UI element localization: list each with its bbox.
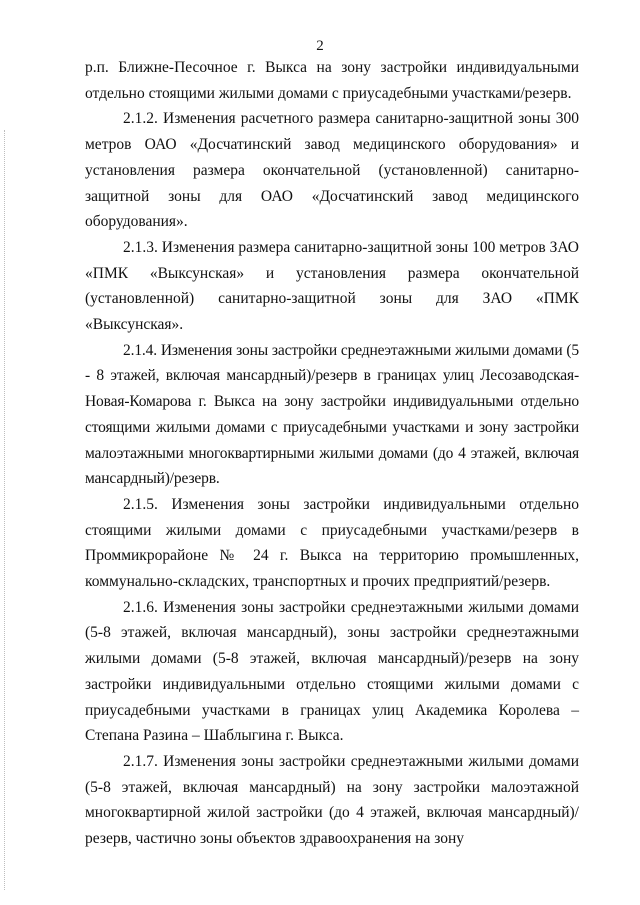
paragraph-2-1-6: 2.1.6. Изменения зоны застройки среднеэтажными жилыми домами (5-8 этажей, включая мансардный), зоны застройки среднеэтажными жилыми домами (5-8 этажей, включая мансардный)/резерв на зону застройки индивидуальными отдельно стоящими жилыми домами с приусадебными участками в границах улиц Академика Королева – Степана Разина – Шаблыгина г. Выкса. [85,598,579,745]
scan-edge-marks [4,130,7,890]
paragraph-continuation: р.п. Ближне-Песочное г. Выкса на зону застройки индивидуальными отдельно стоящими жилыми домами с приусадебными участками/резерв. [85,59,579,102]
document-body [85,55,579,852]
paragraph-2-1-5: 2.1.5. Изменения зоны застройки индивидуальными отдельно стоящими жилыми домами с приусадебными участками/резерв в Проммикрорайоне № 24 г. Выкса на территорию промышленных, коммунально-складских, транспортных и прочих предприятий/резерв. [85,495,579,591]
paragraph-2-1-2: 2.1.2. Изменения расчетного размера санитарно-защитной зоны 300 метров ОАО «Досчатинский завод медицинского оборудования» и установления размера окончательной (установленной) санитарно-защитной зоны для ОАО «Досчатинский завод медицинского оборудования». [85,110,579,231]
paragraph-2-1-7: 2.1.7. Изменения зоны застройки среднеэтажными жилыми домами (5-8 этажей, включая мансардный) на зону застройки малоэтажной многоквартирной жилой застройки (до 4 этажей, включая мансардный)/резерв, частично зоны объектов здравоохранения на зону [85,752,579,848]
paragraph-2-1-4: 2.1.4. Изменения зоны застройки среднеэтажными жилыми домами (5 - 8 этажей, включая мансардный)/резерв в границах улиц Лесозаводская-Новая-Комарова г. Выкса на зону застройки индивидуальными отдельно стоящими жилыми домами с приусадебными участками и зону застройки малоэтажными многоквартирными жилыми домами (до 4 этажей, включая мансардный)/резерв. [85,341,579,488]
paragraph-2-1-3: 2.1.3. Изменения размера санитарно-защитной зоны 100 метров ЗАО «ПМК «Выксунская» и установления размера окончательной (установленной) санитарно-защитной зоны для ЗАО «ПМК «Выксунская». [85,238,579,334]
page-number: 2 [316,38,324,54]
